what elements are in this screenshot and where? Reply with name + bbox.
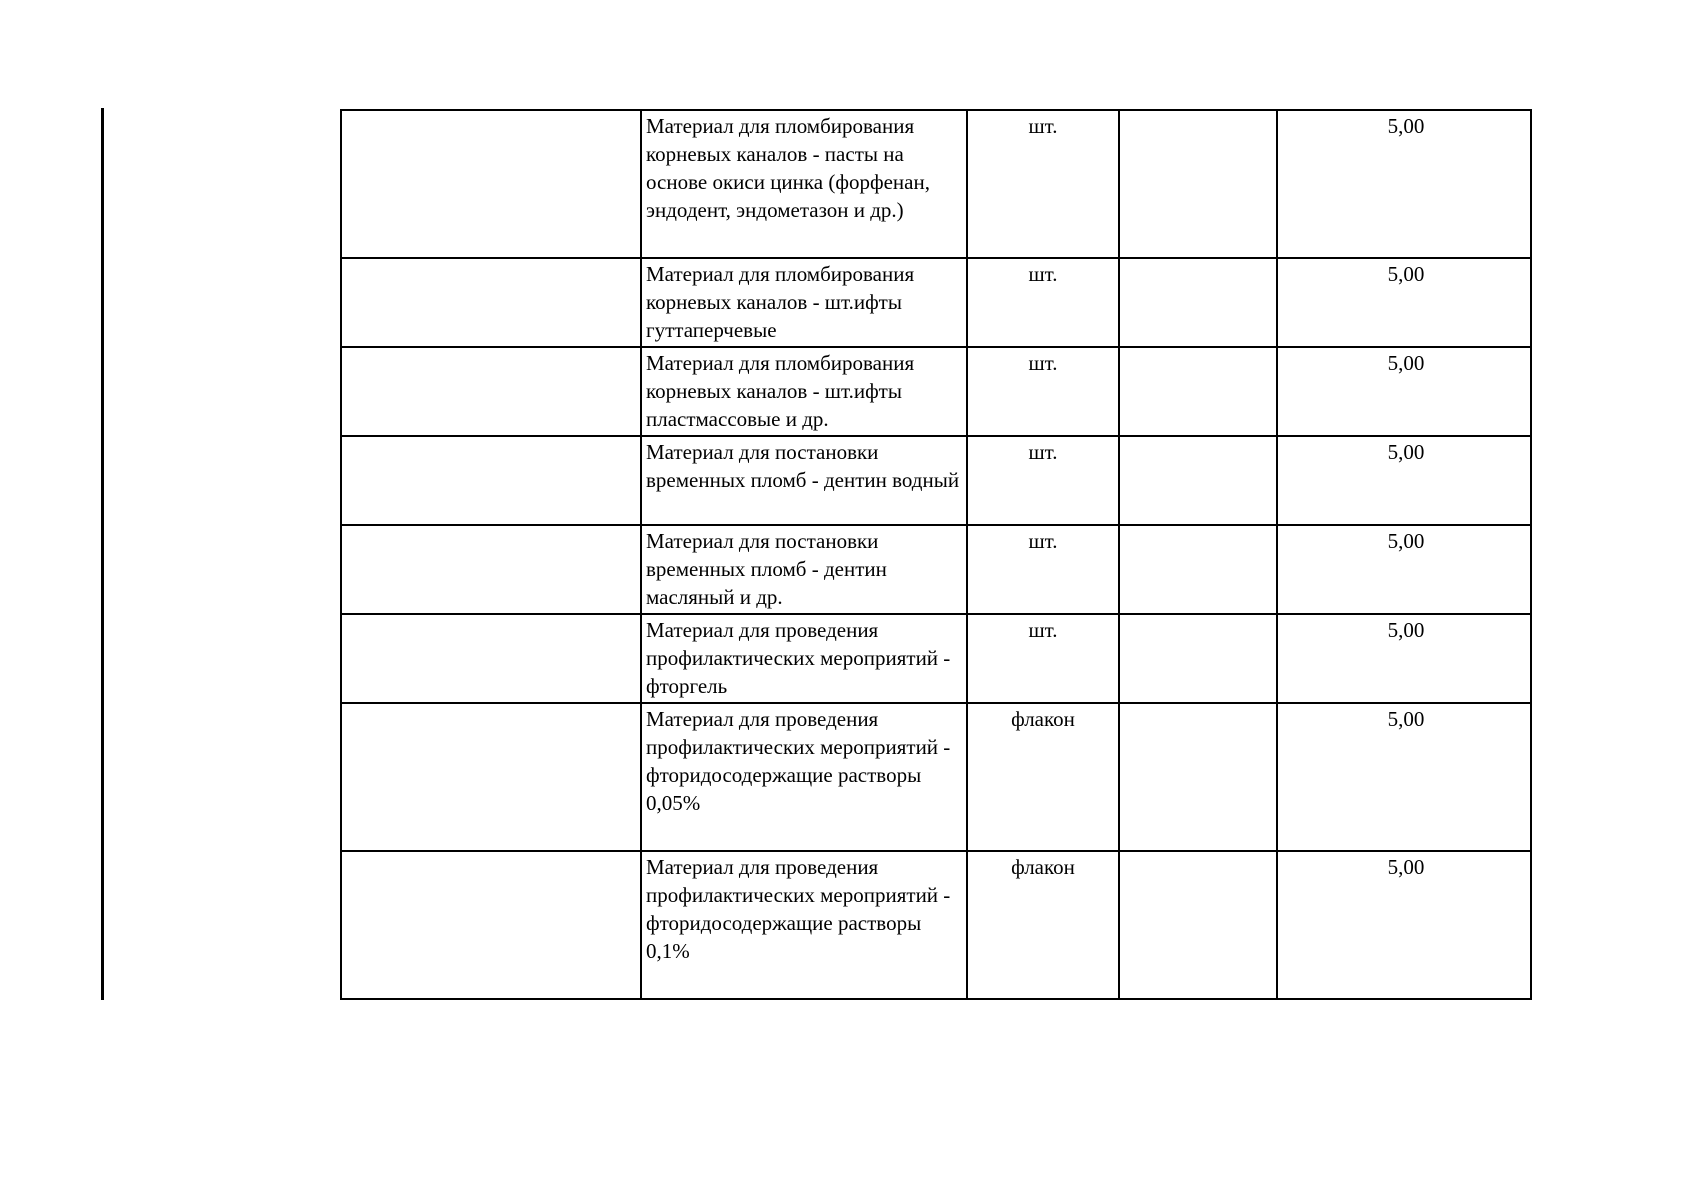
blank-cell [1119, 347, 1277, 436]
left-margin-rule [101, 108, 104, 1000]
material-name-cell: Материал для проведения профилактических мероприятий - фторидосодержащие растворы 0,05% [641, 703, 967, 851]
empty-cell [341, 851, 641, 999]
empty-cell [341, 614, 641, 703]
blank-cell [1119, 614, 1277, 703]
value-cell: 5,00 [1277, 851, 1531, 999]
empty-cell [341, 436, 641, 525]
value-cell: 5,00 [1277, 258, 1531, 347]
unit-cell: шт. [967, 258, 1119, 347]
table-row [341, 614, 1531, 703]
material-name-cell: Материал для постановки временных пломб - дентин водный [641, 436, 967, 525]
table-row [341, 436, 1531, 525]
table-row [341, 703, 1531, 851]
unit-cell: шт. [967, 525, 1119, 614]
empty-cell [341, 347, 641, 436]
value-cell: 5,00 [1277, 110, 1531, 258]
value-cell: 5,00 [1277, 525, 1531, 614]
unit-cell: флакон [967, 703, 1119, 851]
material-name-cell: Материал для проведения профилактических мероприятий - фторгель [641, 614, 967, 703]
value-cell: 5,00 [1277, 703, 1531, 851]
blank-cell [1119, 110, 1277, 258]
blank-cell [1119, 258, 1277, 347]
empty-cell [341, 110, 641, 258]
material-name-cell: Материал для пломбирования корневых каналов - шт.ифты пластмассовые и др. [641, 347, 967, 436]
empty-cell [341, 525, 641, 614]
empty-cell [341, 258, 641, 347]
material-name-cell: Материал для пломбирования корневых каналов - шт.ифты гуттаперчевые [641, 258, 967, 347]
unit-cell: шт. [967, 110, 1119, 258]
table-row [341, 258, 1531, 347]
value-cell: 5,00 [1277, 347, 1531, 436]
table-row [341, 347, 1531, 436]
table-row [341, 525, 1531, 614]
material-name-cell: Материал для проведения профилактических мероприятий - фторидосодержащие растворы 0,1% [641, 851, 967, 999]
empty-cell [341, 703, 641, 851]
blank-cell [1119, 851, 1277, 999]
table-row [341, 110, 1531, 258]
blank-cell [1119, 436, 1277, 525]
material-name-cell: Материал для пломбирования корневых каналов - пасты на основе окиси цинка (форфенан, эндодент, эндометазон и др.) [641, 110, 967, 258]
blank-cell [1119, 703, 1277, 851]
blank-cell [1119, 525, 1277, 614]
unit-cell: флакон [967, 851, 1119, 999]
table-row [341, 851, 1531, 999]
unit-cell: шт. [967, 436, 1119, 525]
value-cell: 5,00 [1277, 436, 1531, 525]
unit-cell: шт. [967, 347, 1119, 436]
value-cell: 5,00 [1277, 614, 1531, 703]
material-name-cell: Материал для постановки временных пломб - дентин масляный и др. [641, 525, 967, 614]
materials-table [340, 109, 1532, 1000]
unit-cell: шт. [967, 614, 1119, 703]
